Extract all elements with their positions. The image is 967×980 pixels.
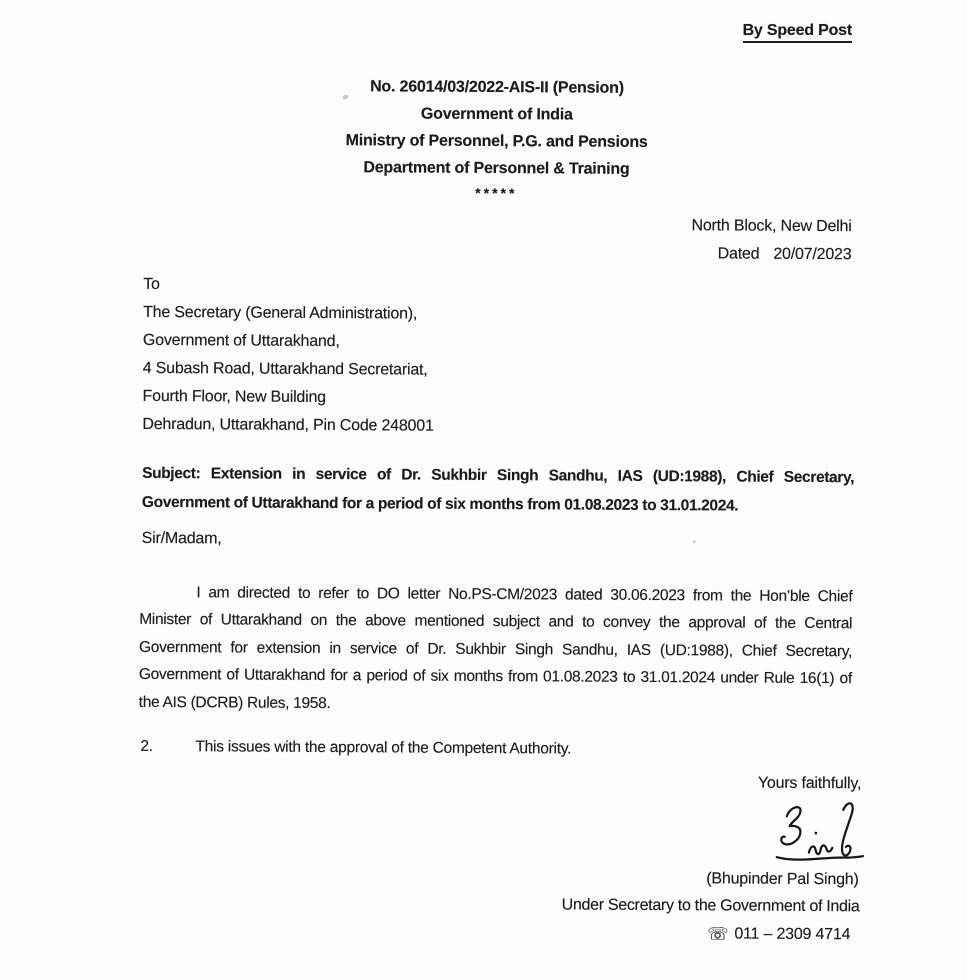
letterhead — [13, 71, 967, 207]
separator-stars: ***** — [475, 184, 518, 202]
address-line: 4 Subash Road, Uttarakhand Secretariat, — [142, 359, 428, 379]
address-to: To — [143, 275, 160, 293]
address-line: Dehradun, Uttarakhand, Pin Code 248001 — [142, 415, 434, 435]
telephone-icon: ☏ — [707, 924, 729, 944]
letter-date: 20/07/2023 — [773, 245, 852, 264]
recipient-address — [142, 271, 434, 441]
address-line: Government of Uttarakhand, — [142, 331, 340, 351]
signatory-name: (Bhupinder Pal Singh) — [706, 870, 859, 889]
reference-number: No. 26014/03/2022-AIS-II (Pension) — [370, 78, 624, 97]
org-department: Department of Personnel & Training — [363, 159, 630, 178]
address-line: Fourth Floor, New Building — [142, 387, 326, 406]
closing-phrase: Yours faithfully, — [757, 774, 862, 793]
paragraph-number: 2. — [140, 737, 153, 755]
date-line — [691, 240, 851, 269]
dated-label: Dated — [717, 245, 760, 263]
dispatch-mode-label: By Speed Post — [743, 22, 852, 43]
body-paragraph-1: I am directed to refer to DO letter No.PS-CM/2023 dated 30.06.2023 from the Hon’ble Chief Minister of Uttarakhand on the above mentioned subject and to convey the approval of the Central Government for extension in service of Dr. Sukhbir Singh Sandhu, IAS (UD:1988), Chief Secretary, Government of Uttarakhand for a period of six months from 01.08.2023 to 31.01.2024 under Rule 16(1) of the AIS (DCRB) Rules, 1958. — [138, 584, 853, 712]
place-line: North Block, New Delhi — [691, 217, 852, 236]
place-date-block — [691, 212, 851, 269]
org-government: Government of India — [420, 105, 573, 124]
paragraph-2-text: This issues with the approval of the Competent Authority. — [195, 738, 572, 758]
signature-image — [764, 801, 864, 872]
subject-line: Subject: Extension in service of Dr. Sukhbir Singh Sandhu, IAS (UD:1988), Chief Secretary, Government of Uttarakhand for a period of six months from 01.08.2023 to 31.01.2024. — [141, 464, 855, 515]
phone-line — [707, 924, 850, 945]
org-ministry: Ministry of Personnel, P.G. and Pensions — [345, 132, 648, 151]
scan-artifact — [693, 540, 696, 543]
address-line: The Secretary (General Administration), — [143, 303, 418, 323]
body-paragraph-2 — [140, 738, 852, 760]
signatory-designation: Under Secretary to the Government of India — [561, 896, 860, 916]
phone-number: 011 – 2309 4714 — [734, 925, 851, 944]
salutation: Sir/Madam, — [141, 529, 222, 548]
